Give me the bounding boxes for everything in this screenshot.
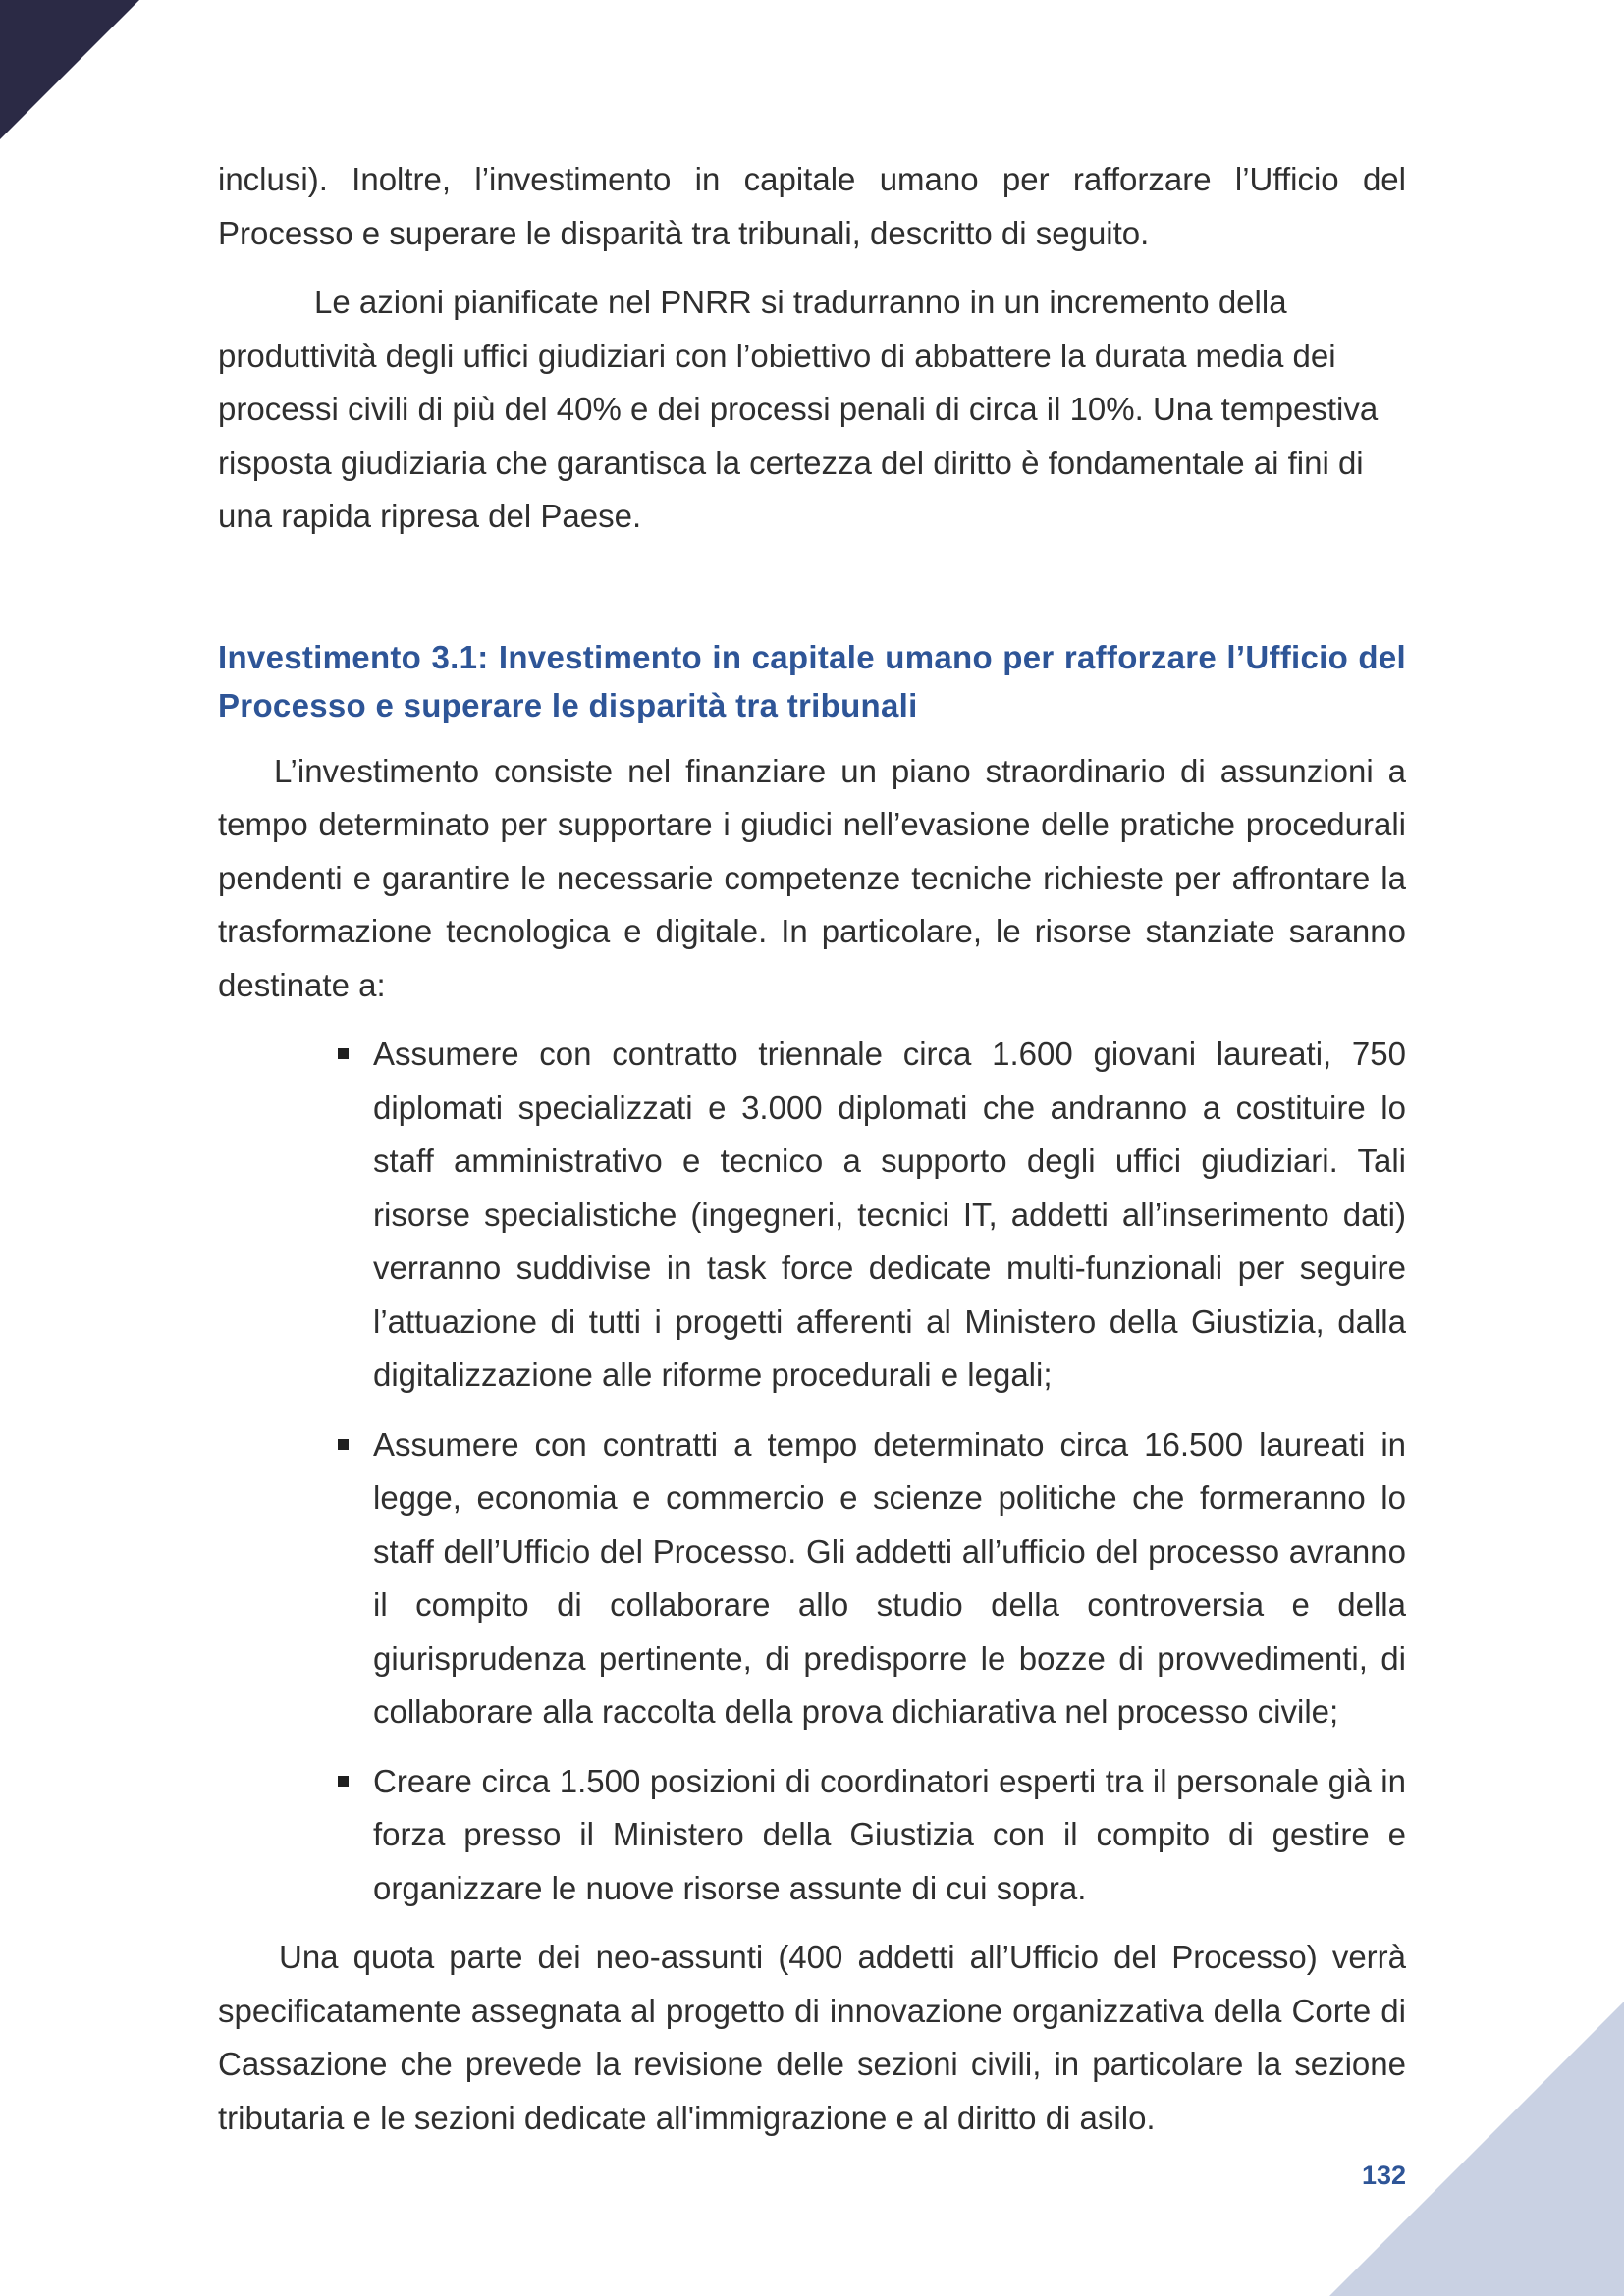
paragraph-investment-intro: L’investimento consiste nel finanziare un piano straordinario di assunzioni a tempo determinato per supportare i giudici nell’evasione delle pratiche procedurali pendenti e garantire le necessarie competenze tecniche richieste per affrontare la trasformazione tecnologica e digitale. In particolare, le risorse stanziate saranno destinate a: — [218, 752, 1406, 1003]
list-item — [373, 1755, 1406, 1916]
document-body — [218, 153, 1406, 2145]
page-number: 132 — [1361, 2161, 1406, 2190]
list-item — [373, 1028, 1406, 1403]
corner-decoration-top-left — [0, 0, 147, 147]
square-bullet-icon — [338, 1439, 349, 1450]
list-item-text: Creare circa 1.500 posizioni di coordinatori esperti tra il personale già in forza presso il Ministero della Giustizia con il compito di gestire e organizzare le nuove risorse assunte di cui sopra. — [373, 1762, 1406, 1906]
paragraph-closing: Una quota parte dei neo-assunti (400 addetti all’Ufficio del Processo) verrà specificatamente assegnata al progetto di innovazione organizzativa della Corte di Cassazione che prevede la revisione delle sezioni civili, in particolare la sezione tributaria e le sezioni dedicate all'immigrazione e al diritto di asilo. — [218, 1939, 1406, 2136]
paragraph-pnrr-actions: Le azioni pianificate nel PNRR si tradurranno in un incremento della produttività degli uffici giudiziari con l’obiettivo di abbattere la durata media dei processi civili di più del 40% e dei processi penali di circa il 10%. Una tempestiva risposta giudiziaria che garantisca la certezza del diritto è fondamentale ai fini di una rapida ripresa del Paese. — [218, 284, 1379, 534]
list-item-text: Assumere con contratto triennale circa 1.600 giovani laureati, 750 diplomati specializzati e 3.000 diplomati che andranno a costituire lo staff amministrativo e tecnico a supporto degli uffici giudiziari. Tali risorse specialistiche (ingegneri, tecnici IT, addetti all’inserimento dati) verranno suddivise in task force dedicate multi-funzionali per seguire l’attuazione di tutti i progetti afferenti al Ministero della Giustizia, dalla digitalizzazione alle riforme procedurali e legali; — [373, 1036, 1406, 1393]
section-heading: Investimento 3.1: Investimento in capitale umano per rafforzare l’Ufficio del Processo e superare le disparità tra tribunali — [218, 638, 1406, 723]
bullet-list — [218, 1028, 1406, 1915]
square-bullet-icon — [338, 1048, 349, 1059]
paragraph-intro-continuation: inclusi). Inoltre, l’investimento in capitale umano per rafforzare l’Ufficio del Processo e superare le disparità tra tribunali, descritto di seguito. — [218, 161, 1406, 251]
square-bullet-icon — [338, 1776, 349, 1787]
list-item — [373, 1418, 1406, 1739]
list-item-text: Assumere con contratti a tempo determinato circa 16.500 laureati in legge, economia e commercio e scienze politiche che formeranno lo staff dell’Ufficio del Processo. Gli addetti all’ufficio del processo avranno il compito di collaborare allo studio della controversia e della giurisprudenza pertinente, di predisporre le bozze di provvedimenti, di collaborare alla raccolta della prova dichiarativa nel processo civile; — [373, 1425, 1406, 1730]
